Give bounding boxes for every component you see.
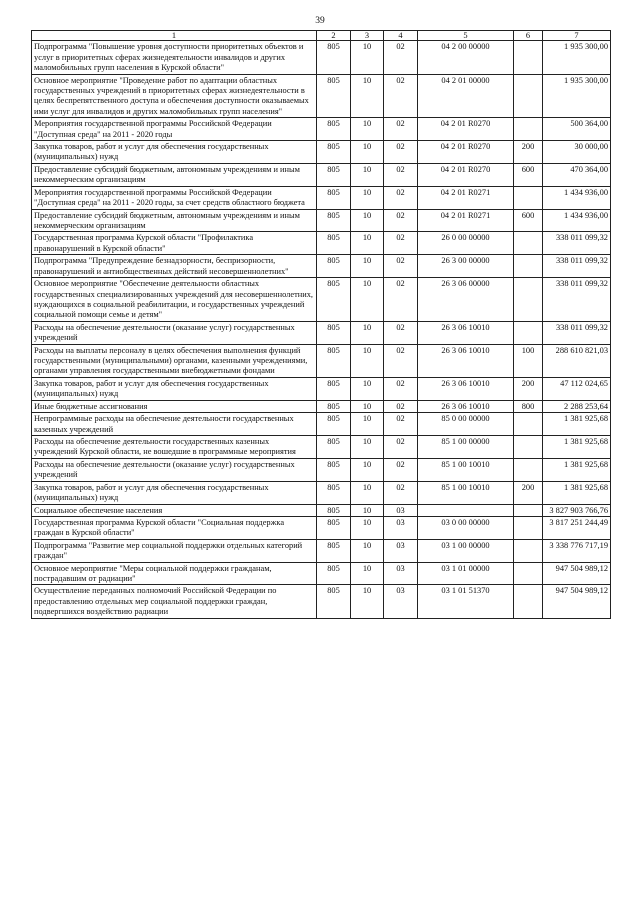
subsection-code-cell: 02: [384, 141, 418, 164]
subsection-code-cell: 02: [384, 209, 418, 232]
row-name-cell: Осуществление переданных полномочий Российской Федерации по предоставлению отдельных мер социальной поддержки граждан, подвергшихся воздействию радиации: [32, 585, 317, 618]
page-number: 39: [315, 16, 325, 26]
grbs-code-cell: 805: [317, 585, 351, 618]
section-code-cell: 10: [351, 255, 384, 278]
row-name-cell: Непрограммные расходы на обеспечение деятельности государственных казенных учреждений: [32, 413, 317, 436]
subsection-code-cell: 02: [384, 232, 418, 255]
grbs-code-cell: 805: [317, 321, 351, 344]
table-row: [32, 232, 611, 255]
subsection-code-cell: 02: [384, 400, 418, 412]
column-header: 2: [317, 31, 351, 41]
expense-type-cell: 200: [514, 141, 543, 164]
section-code-cell: 10: [351, 413, 384, 436]
row-name-cell: Расходы на обеспечение деятельности (оказание услуг) государственных учреждений: [32, 458, 317, 481]
subsection-code-cell: 02: [384, 413, 418, 436]
grbs-code-cell: 805: [317, 278, 351, 322]
grbs-code-cell: 805: [317, 232, 351, 255]
expense-type-cell: [514, 436, 543, 459]
row-name-cell: Мероприятия государственной программы Российской Федерации "Доступная среда" на 2011 - 2020 годы, за счет средств областного бюджета: [32, 186, 317, 209]
column-header: 1: [32, 31, 317, 41]
target-article-cell: 04 2 01 R0270: [418, 141, 514, 164]
amount-cell: 1 381 925,68: [543, 436, 611, 459]
column-header: 3: [351, 31, 384, 41]
target-article-cell: 04 2 01 R0270: [418, 118, 514, 141]
target-article-cell: 85 1 00 10010: [418, 458, 514, 481]
subsection-code-cell: 03: [384, 504, 418, 516]
amount-cell: 1 381 925,68: [543, 481, 611, 504]
amount-cell: 1 381 925,68: [543, 413, 611, 436]
target-article-cell: 26 3 06 10010: [418, 400, 514, 412]
target-article-cell: 26 3 06 10010: [418, 344, 514, 377]
target-article-cell: 26 3 06 10010: [418, 377, 514, 400]
amount-cell: 470 364,00: [543, 163, 611, 186]
expense-type-cell: 200: [514, 377, 543, 400]
subsection-code-cell: 03: [384, 562, 418, 585]
table-row: [32, 400, 611, 412]
row-name-cell: Расходы на обеспечение деятельности государственных казенных учреждений Курской области, не вошедшие в программные мероприятия: [32, 436, 317, 459]
target-article-cell: 04 2 00 00000: [418, 41, 514, 74]
expense-type-cell: [514, 321, 543, 344]
row-name-cell: Подпрограмма "Предупреждение безнадзорности, беспризорности, правонарушений и антиобщественных действий несовершеннолетних": [32, 255, 317, 278]
row-name-cell: Расходы на выплаты персоналу в целях обеспечения выполнения функций государственными (муниципальными) органами, казенными учреждениями, органами управления государственными внебюджетными фондами: [32, 344, 317, 377]
target-article-cell: 26 3 00 00000: [418, 255, 514, 278]
column-header: 5: [418, 31, 514, 41]
expense-type-cell: [514, 458, 543, 481]
grbs-code-cell: 805: [317, 41, 351, 74]
section-code-cell: 10: [351, 209, 384, 232]
section-code-cell: 10: [351, 321, 384, 344]
grbs-code-cell: 805: [317, 74, 351, 118]
expense-type-cell: 600: [514, 209, 543, 232]
section-code-cell: 10: [351, 481, 384, 504]
row-name-cell: Предоставление субсидий бюджетным, автономным учреждениям и иным некоммерческим организациям: [32, 163, 317, 186]
grbs-code-cell: 805: [317, 163, 351, 186]
expense-type-cell: [514, 413, 543, 436]
section-code-cell: 10: [351, 186, 384, 209]
subsection-code-cell: 03: [384, 585, 418, 618]
expense-type-cell: [514, 255, 543, 278]
row-name-cell: Государственная программа Курской области "Социальная поддержка граждан в Курской области": [32, 516, 317, 539]
subsection-code-cell: 02: [384, 74, 418, 118]
grbs-code-cell: 805: [317, 504, 351, 516]
expense-type-cell: 600: [514, 163, 543, 186]
row-name-cell: Расходы на обеспечение деятельности (оказание услуг) государственных учреждений: [32, 321, 317, 344]
amount-cell: 3 817 251 244,49: [543, 516, 611, 539]
expense-type-cell: [514, 118, 543, 141]
target-article-cell: 03 1 00 00000: [418, 539, 514, 562]
target-article-cell: 04 2 01 R0270: [418, 163, 514, 186]
amount-cell: 338 011 099,32: [543, 232, 611, 255]
table-row: [32, 141, 611, 164]
table-header-row: [32, 31, 611, 41]
grbs-code-cell: 805: [317, 413, 351, 436]
amount-cell: 500 364,00: [543, 118, 611, 141]
budget-table: [31, 30, 611, 619]
grbs-code-cell: 805: [317, 539, 351, 562]
amount-cell: 338 011 099,32: [543, 255, 611, 278]
row-name-cell: Основное мероприятие "Меры социальной поддержки гражданам, пострадавшим от радиации": [32, 562, 317, 585]
column-header: 7: [543, 31, 611, 41]
subsection-code-cell: 02: [384, 481, 418, 504]
row-name-cell: Подпрограмма "Повышение уровня доступности приоритетных объектов и услуг в приоритетных сферах жизнедеятельности инвалидов и других маломобильных групп населения в Курской области": [32, 41, 317, 74]
amount-cell: 338 011 099,32: [543, 278, 611, 322]
row-name-cell: Предоставление субсидий бюджетным, автономным учреждениям и иным некоммерческим организациям: [32, 209, 317, 232]
amount-cell: 1 935 300,00: [543, 41, 611, 74]
expense-type-cell: [514, 186, 543, 209]
expense-type-cell: 800: [514, 400, 543, 412]
amount-cell: 947 504 989,12: [543, 585, 611, 618]
table-row: [32, 321, 611, 344]
section-code-cell: 10: [351, 436, 384, 459]
target-article-cell: [418, 504, 514, 516]
section-code-cell: 10: [351, 504, 384, 516]
section-code-cell: 10: [351, 539, 384, 562]
target-article-cell: 85 0 00 00000: [418, 413, 514, 436]
target-article-cell: 04 2 01 R0271: [418, 209, 514, 232]
subsection-code-cell: 02: [384, 377, 418, 400]
table-row: [32, 436, 611, 459]
amount-cell: 1 935 300,00: [543, 74, 611, 118]
section-code-cell: 10: [351, 562, 384, 585]
target-article-cell: 26 3 06 00000: [418, 278, 514, 322]
column-header: 4: [384, 31, 418, 41]
table-row: [32, 377, 611, 400]
table-row: [32, 163, 611, 186]
row-name-cell: Закупка товаров, работ и услуг для обеспечения государственных (муниципальных) нужд: [32, 141, 317, 164]
subsection-code-cell: 02: [384, 436, 418, 459]
expense-type-cell: [514, 562, 543, 585]
grbs-code-cell: 805: [317, 186, 351, 209]
amount-cell: 947 504 989,12: [543, 562, 611, 585]
target-article-cell: 03 1 01 51370: [418, 585, 514, 618]
table-row: [32, 186, 611, 209]
grbs-code-cell: 805: [317, 377, 351, 400]
expense-type-cell: [514, 539, 543, 562]
amount-cell: 3 827 903 766,76: [543, 504, 611, 516]
section-code-cell: 10: [351, 163, 384, 186]
grbs-code-cell: 805: [317, 141, 351, 164]
section-code-cell: 10: [351, 585, 384, 618]
expense-type-cell: 100: [514, 344, 543, 377]
table-row: [32, 278, 611, 322]
subsection-code-cell: 02: [384, 255, 418, 278]
target-article-cell: 85 1 00 10010: [418, 481, 514, 504]
subsection-code-cell: 02: [384, 278, 418, 322]
table-row: [32, 413, 611, 436]
section-code-cell: 10: [351, 74, 384, 118]
amount-cell: 30 000,00: [543, 141, 611, 164]
section-code-cell: 10: [351, 400, 384, 412]
target-article-cell: 04 2 01 00000: [418, 74, 514, 118]
amount-cell: 288 610 821,03: [543, 344, 611, 377]
expense-type-cell: [514, 516, 543, 539]
grbs-code-cell: 805: [317, 400, 351, 412]
subsection-code-cell: 02: [384, 163, 418, 186]
target-article-cell: 85 1 00 00000: [418, 436, 514, 459]
grbs-code-cell: 805: [317, 458, 351, 481]
target-article-cell: 26 3 06 10010: [418, 321, 514, 344]
subsection-code-cell: 02: [384, 118, 418, 141]
grbs-code-cell: 805: [317, 118, 351, 141]
subsection-code-cell: 02: [384, 41, 418, 74]
target-article-cell: 04 2 01 R0271: [418, 186, 514, 209]
expense-type-cell: [514, 232, 543, 255]
section-code-cell: 10: [351, 516, 384, 539]
subsection-code-cell: 03: [384, 539, 418, 562]
section-code-cell: 10: [351, 458, 384, 481]
grbs-code-cell: 805: [317, 255, 351, 278]
section-code-cell: 10: [351, 118, 384, 141]
expense-type-cell: [514, 74, 543, 118]
table-row: [32, 458, 611, 481]
section-code-cell: 10: [351, 377, 384, 400]
amount-cell: 3 338 776 717,19: [543, 539, 611, 562]
row-name-cell: Социальное обеспечение населения: [32, 504, 317, 516]
target-article-cell: 03 0 00 00000: [418, 516, 514, 539]
grbs-code-cell: 805: [317, 481, 351, 504]
row-name-cell: Иные бюджетные ассигнования: [32, 400, 317, 412]
row-name-cell: Государственная программа Курской области "Профилактика правонарушений в Курской области": [32, 232, 317, 255]
table-row: [32, 255, 611, 278]
table-row: [32, 74, 611, 118]
subsection-code-cell: 02: [384, 344, 418, 377]
target-article-cell: 03 1 01 00000: [418, 562, 514, 585]
table-row: [32, 585, 611, 618]
table-row: [32, 516, 611, 539]
grbs-code-cell: 805: [317, 516, 351, 539]
table-row: [32, 118, 611, 141]
row-name-cell: Основное мероприятие "Проведение работ по адаптации областных государственных учреждений в приоритетных сферах жизнедеятельности в целях беспрепятственного доступа и обеспечения доступности оказываемых ими услуг для инвалидов и других маломобильных групп населения": [32, 74, 317, 118]
target-article-cell: 26 0 00 00000: [418, 232, 514, 255]
grbs-code-cell: 805: [317, 436, 351, 459]
table-row: [32, 344, 611, 377]
column-header: 6: [514, 31, 543, 41]
section-code-cell: 10: [351, 141, 384, 164]
section-code-cell: 10: [351, 344, 384, 377]
section-code-cell: 10: [351, 278, 384, 322]
table-row: [32, 539, 611, 562]
row-name-cell: Основное мероприятие "Обеспечение деятельности областных государственных специализированных учреждений для несовершеннолетних, нуждающихся в социальной реабилитации, и государственных учреждений социальной помощи семье и детям": [32, 278, 317, 322]
expense-type-cell: [514, 585, 543, 618]
section-code-cell: 10: [351, 41, 384, 74]
amount-cell: 1 381 925,68: [543, 458, 611, 481]
grbs-code-cell: 805: [317, 562, 351, 585]
grbs-code-cell: 805: [317, 344, 351, 377]
table-row: [32, 562, 611, 585]
amount-cell: 1 434 936,00: [543, 186, 611, 209]
expense-type-cell: [514, 504, 543, 516]
row-name-cell: Подпрограмма "Развитие мер социальной поддержки отдельных категорий граждан": [32, 539, 317, 562]
expense-type-cell: 200: [514, 481, 543, 504]
amount-cell: 338 011 099,32: [543, 321, 611, 344]
table-row: [32, 41, 611, 74]
amount-cell: 1 434 936,00: [543, 209, 611, 232]
grbs-code-cell: 805: [317, 209, 351, 232]
row-name-cell: Закупка товаров, работ и услуг для обеспечения государственных (муниципальных) нужд: [32, 481, 317, 504]
subsection-code-cell: 02: [384, 321, 418, 344]
subsection-code-cell: 03: [384, 516, 418, 539]
subsection-code-cell: 02: [384, 186, 418, 209]
amount-cell: 2 288 253,64: [543, 400, 611, 412]
expense-type-cell: [514, 278, 543, 322]
amount-cell: 47 112 024,65: [543, 377, 611, 400]
table-row: [32, 481, 611, 504]
table-row: [32, 209, 611, 232]
section-code-cell: 10: [351, 232, 384, 255]
expense-type-cell: [514, 41, 543, 74]
row-name-cell: Мероприятия государственной программы Российской Федерации "Доступная среда" на 2011 - 2020 годы: [32, 118, 317, 141]
row-name-cell: Закупка товаров, работ и услуг для обеспечения государственных (муниципальных) нужд: [32, 377, 317, 400]
subsection-code-cell: 02: [384, 458, 418, 481]
table-row: [32, 504, 611, 516]
